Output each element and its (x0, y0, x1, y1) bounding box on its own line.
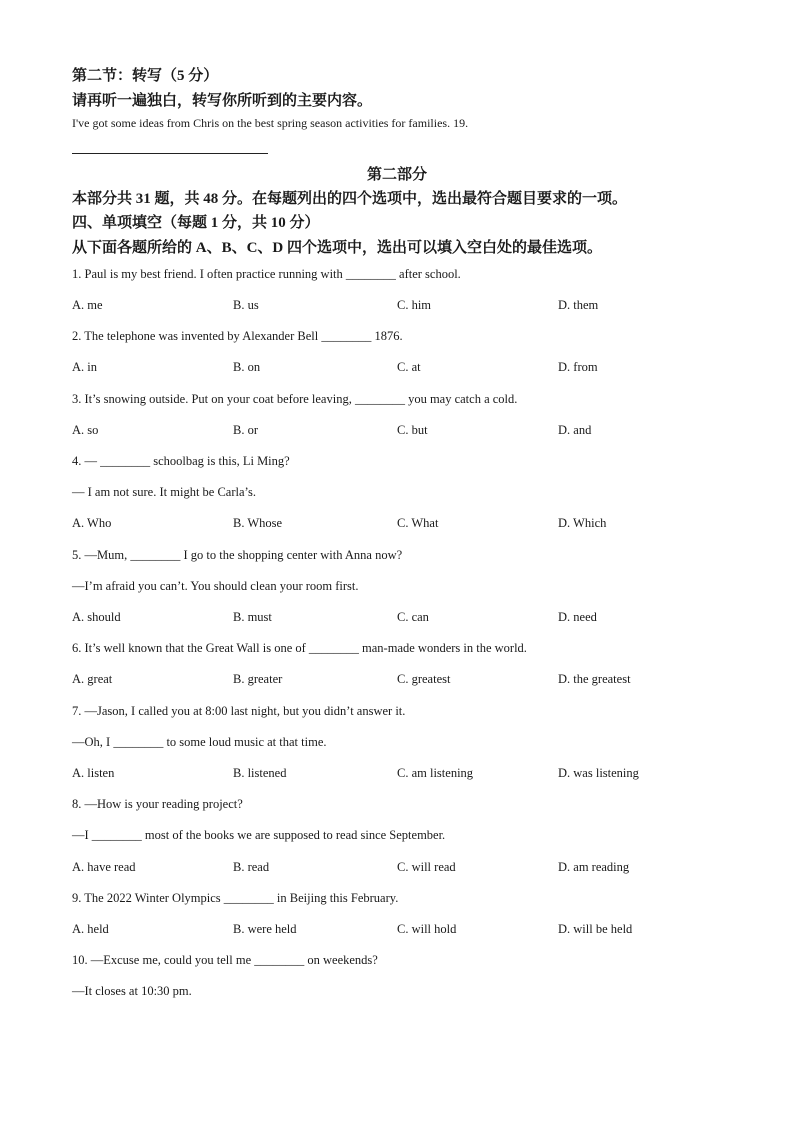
question-10-stem: 10. —Excuse me, could you tell me ________ on weekends? (72, 953, 378, 967)
question-9-stem: 9. The 2022 Winter Olympics ________ in Beijing this February. (72, 891, 399, 905)
option-a[interactable]: A. held (72, 922, 109, 936)
question-8-stem: 8. —How is your reading project? (72, 797, 243, 811)
part-description: 本部分共 31 题，共 48 分。在每题列出的四个选项中，选出最符合题目要求的一项。 (72, 191, 628, 207)
option-c[interactable]: C. greatest (397, 672, 451, 686)
question-6-stem: 6. It’s well known that the Great Wall is one of ________ man-made wonders in the world. (72, 641, 527, 655)
question-7-reply: —Oh, I ________ to some loud music at that time. (72, 735, 327, 749)
option-d[interactable]: D. need (558, 610, 597, 624)
option-d[interactable]: D. them (558, 298, 599, 312)
section-instruction: 请再听一遍独白，转写你所听到的主要内容。 (72, 93, 373, 109)
option-d[interactable]: D. from (558, 360, 598, 374)
option-c[interactable]: C. will hold (397, 922, 457, 936)
option-d[interactable]: D. and (558, 423, 592, 437)
option-b[interactable]: B. Whose (233, 516, 283, 530)
question-4-stem: 4. — ________ schoolbag is this, Li Ming? (72, 454, 290, 468)
question-10-reply: —It closes at 10:30 pm. (72, 984, 192, 998)
question-5-reply: —I’m afraid you can’t. You should clean your room first. (72, 579, 359, 593)
option-a[interactable]: A. should (72, 610, 121, 624)
option-b[interactable]: B. greater (233, 672, 283, 686)
option-d[interactable]: D. am reading (558, 860, 630, 874)
option-a[interactable]: A. in (72, 360, 97, 374)
option-b[interactable]: B. us (233, 298, 259, 312)
option-d[interactable]: D. will be held (558, 922, 633, 936)
subsection-instruction: 从下面各题所给的 A、B、C、D 四个选项中，选出可以填入空白处的最佳选项。 (72, 240, 603, 256)
option-c[interactable]: C. can (397, 610, 429, 624)
option-a[interactable]: A. so (72, 423, 99, 437)
option-b[interactable]: B. were held (233, 922, 297, 936)
option-d[interactable]: D. was listening (558, 766, 639, 780)
option-b[interactable]: B. or (233, 423, 258, 437)
question-3-stem: 3. It’s snowing outside. Put on your coat before leaving, ________ you may catch a cold. (72, 392, 518, 406)
subsection-heading: 四、单项填空（每题 1 分，共 10 分） (72, 215, 320, 231)
option-c[interactable]: C. him (397, 298, 432, 312)
question-2-stem: 2. The telephone was invented by Alexander Bell ________ 1876. (72, 329, 403, 343)
option-c[interactable]: C. but (397, 423, 428, 437)
option-b[interactable]: B. listened (233, 766, 287, 780)
option-d[interactable]: D. Which (558, 516, 607, 530)
option-c[interactable]: C. at (397, 360, 421, 374)
question-5-stem: 5. —Mum, ________ I go to the shopping center with Anna now? (72, 548, 403, 562)
option-a[interactable]: A. me (72, 298, 103, 312)
part-title: 第二部分 (366, 167, 427, 183)
question-7-stem: 7. —Jason, I called you at 8:00 last night, but you didn’t answer it. (72, 704, 406, 718)
transcript-line: I've got some ideas from Chris on the best spring season activities for families. 19. (72, 116, 469, 130)
option-a[interactable]: A. listen (72, 766, 115, 780)
question-8-reply: —I ________ most of the books we are supposed to read since September. (72, 828, 446, 842)
option-b[interactable]: B. read (233, 860, 270, 874)
question-4-reply: — I am not sure. It might be Carla’s. (72, 485, 256, 499)
answer-blank-line[interactable] (72, 153, 268, 154)
option-c[interactable]: C. will read (397, 860, 456, 874)
option-d[interactable]: D. the greatest (558, 672, 631, 686)
section-heading: 第二节：转写（5 分） (72, 68, 219, 84)
option-a[interactable]: A. Who (72, 516, 112, 530)
option-a[interactable]: A. great (72, 672, 113, 686)
option-b[interactable]: B. on (233, 360, 261, 374)
option-c[interactable]: C. What (397, 516, 439, 530)
option-c[interactable]: C. am listening (397, 766, 474, 780)
option-b[interactable]: B. must (233, 610, 272, 624)
question-1-stem: 1. Paul is my best friend. I often practice running with ________ after school. (72, 267, 461, 281)
option-a[interactable]: A. have read (72, 860, 136, 874)
